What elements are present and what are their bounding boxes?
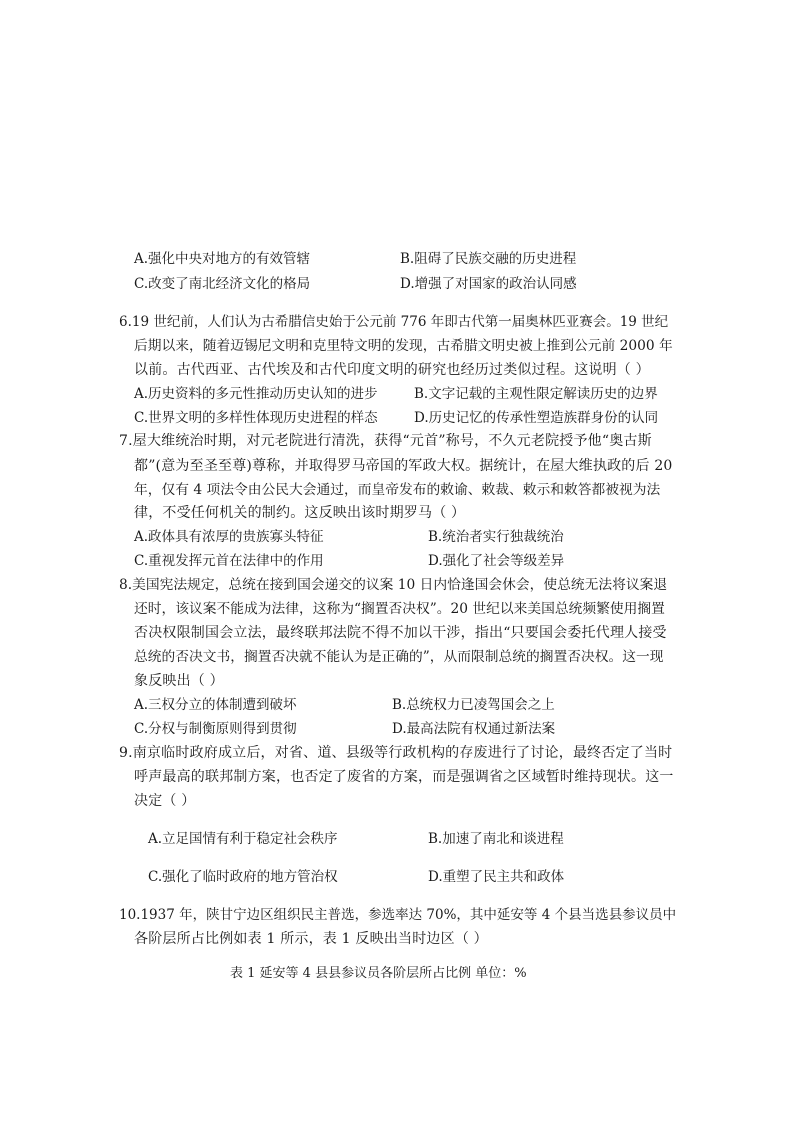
- q9-option-a: A.立足国情有利于稳定社会秩序: [148, 831, 338, 847]
- q7-stem-line-2: 都”(意为至圣至尊)尊称，并取得罗马帝国的军政大权。据统计，在屋大维执政的后 20: [134, 458, 673, 474]
- q8-stem-line-4: 总统的否决文书，搁置否决就不能认为是正确的”，从而限制总统的搁置否决权。这一现: [134, 649, 664, 665]
- q10-stem-line-1: 10.1937 年，陕甘宁边区组织民主普选，参选率达 70%，其中延安等 4 个县当选县参议员中: [119, 907, 677, 923]
- q6-stem-line-1: 6.19 世纪前，人们认为古希腊信史始于公元前 776 年即古代第一届奥林匹亚赛会。19 世纪: [119, 314, 669, 330]
- q8-option-d: D.最高法院有权通过新法案: [392, 721, 556, 737]
- q7-option-a: A.政体具有浓厚的贵族寡头特征: [134, 529, 324, 545]
- q7-stem-line-1: 7.屋大维统治时期，对元老院进行清洗，获得“元首”称号，不久元老院授予他“奥古斯: [119, 433, 652, 449]
- q8-stem-line-3: 否决权限制国会立法，最终联邦法院不得不加以干涉，指出“只要国会委托代理人接受: [134, 625, 667, 641]
- q5-option-a: A.强化中央对地方的有效管辖: [134, 251, 311, 267]
- q8-option-a: A.三权分立的体制遭到破坏: [134, 697, 297, 713]
- q5-option-d: D.增强了对国家的政治认同感: [400, 276, 577, 292]
- q8-stem-line-5: 象反映出（ ）: [134, 673, 224, 689]
- q9-stem-line-1: 9.南京临时政府成立后，对省、道、县级等行政机构的存废进行了讨论，最终否定了当时: [119, 745, 673, 761]
- q9-option-b: B.加速了南北和谈进程: [428, 831, 564, 847]
- q9-stem-line-2: 呼声最高的联邦制方案，也否定了废省的方案，而是强调省之区域暂时维持现状。这一: [134, 769, 674, 785]
- q8-stem-line-1: 8.美国宪法规定，总统在接到国会递交的议案 10 日内恰逢国会休会，使总统无法将议案退: [119, 577, 668, 593]
- q6-option-c: C.世界文明的多样性体现历史进程的样态: [134, 410, 378, 426]
- q8-option-b: B.总统权力已凌驾国会之上: [392, 697, 555, 713]
- q8-stem-line-2: 还时，该议案不能成为法律，这称为“搁置否决权”。20 世纪以来美国总统频繁使用搁置: [134, 601, 665, 617]
- q7-stem-line-3: 年，仅有 4 项法令由公民大会通过，而皇帝发布的敕谕、敕裁、敕示和敕答都被视为法: [134, 482, 661, 498]
- q6-option-b: B.文字记载的主观性限定解读历史的边界: [414, 386, 658, 402]
- q6-option-a: A.历史资料的多元性推动历史认知的进步: [134, 386, 378, 402]
- table-1-caption: 表 1 延安等 4 县县参议员各阶层所占比例 单位：%: [230, 966, 527, 981]
- q6-stem-line-3: 以前。古代西亚、古代埃及和古代印度文明的研究也经历过类似过程。这说明（ ）: [134, 362, 650, 378]
- q9-stem-line-3: 决定（ ）: [134, 793, 196, 809]
- q7-option-c: C.重视发挥元首在法律中的作用: [134, 553, 324, 569]
- q10-stem-line-2: 各阶层所占比例如表 1 所示，表 1 反映出当时边区（ ）: [134, 931, 488, 947]
- q6-stem-line-2: 后期以来，随着迈锡尼文明和克里特文明的发现，古希腊文明史被上推到公元前 2000 年: [134, 338, 673, 354]
- q9-option-c: C.强化了临时政府的地方管治权: [148, 869, 338, 885]
- q7-option-b: B.统治者实行独裁统治: [428, 529, 564, 545]
- q5-option-c: C.改变了南北经济文化的格局: [134, 276, 311, 292]
- q6-option-d: D.历史记忆的传承性塑造族群身份的认同: [414, 410, 659, 426]
- q9-option-d: D.重塑了民主共和政体: [428, 869, 565, 885]
- q7-stem-line-4: 律，不受任何机关的制约。这反映出该时期罗马（ ）: [134, 505, 466, 521]
- q8-option-c: C.分权与制衡原则得到贯彻: [134, 721, 297, 737]
- q7-option-d: D.强化了社会等级差异: [428, 553, 565, 569]
- q5-option-b: B.阻碍了民族交融的历史进程: [400, 251, 577, 267]
